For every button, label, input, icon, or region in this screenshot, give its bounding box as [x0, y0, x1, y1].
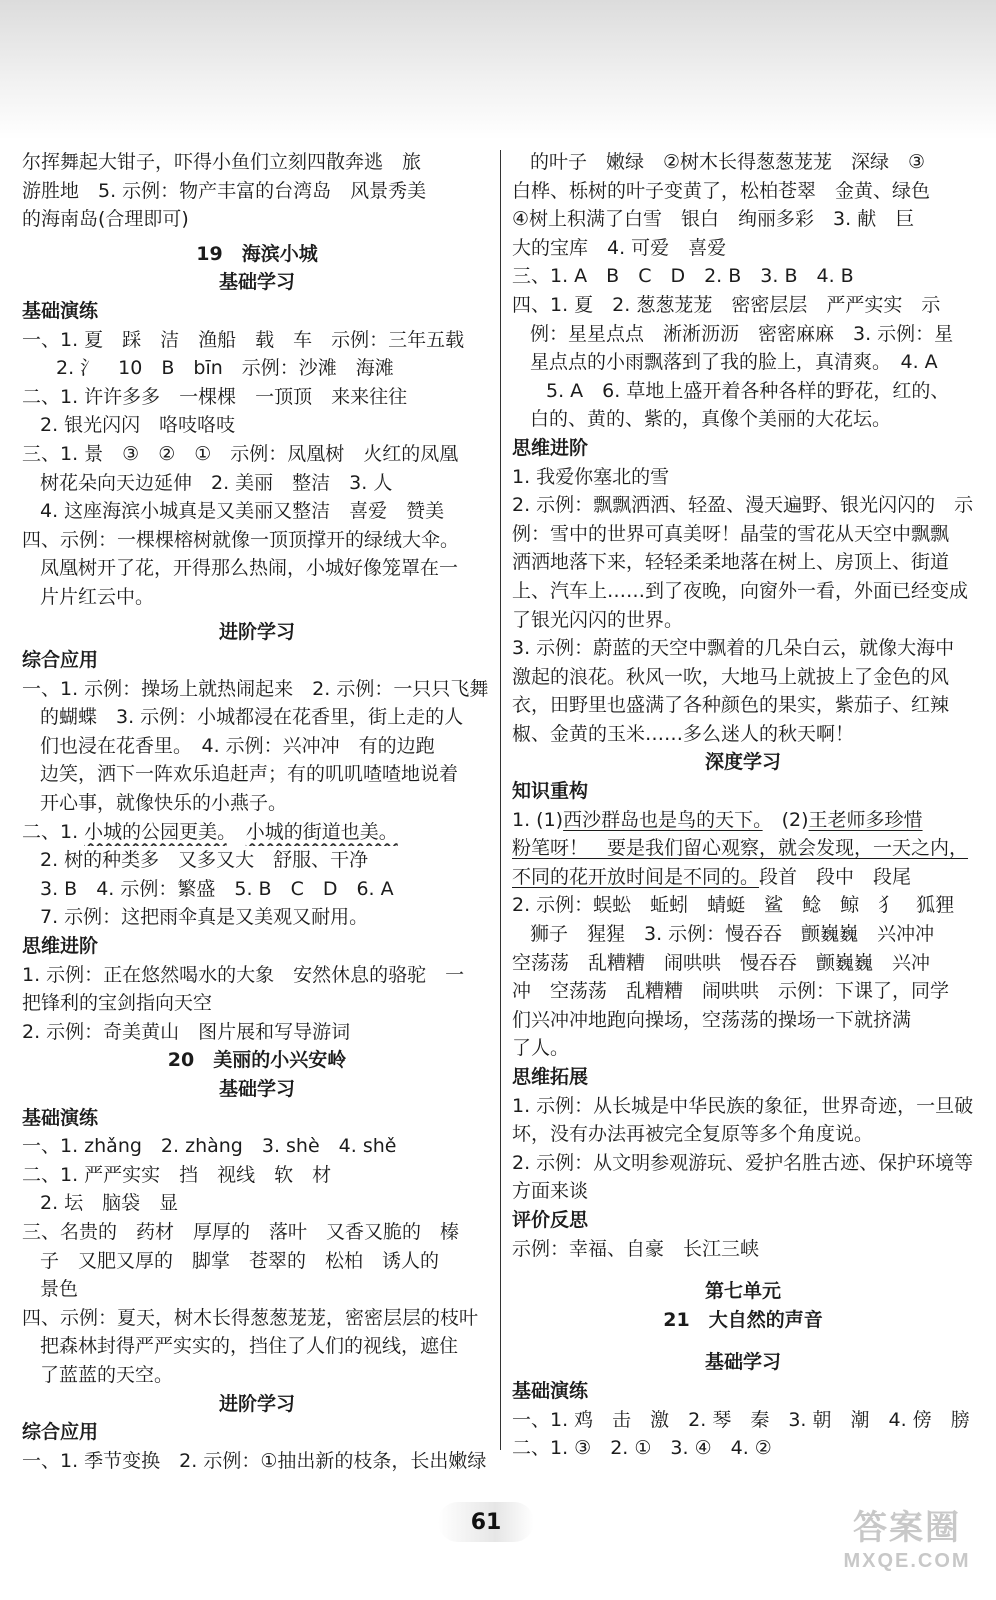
watermark-text: 答案圈: [853, 1509, 961, 1547]
text-line: 3. 示例：蔚蓝的天空中飘着的几朵白云，就像大海中: [512, 637, 955, 660]
subsection-heading: 综合应用: [22, 1421, 99, 1444]
underlined-answer: 小城的街道也美。: [245, 820, 398, 843]
lesson-title: 20 美丽的小兴安岭: [167, 1049, 347, 1072]
text-line: 二、1. ③ 2. ① 3. ④ 4. ②: [512, 1437, 772, 1460]
text-line: 三、名贵的 药材 厚厚的 落叶 又香又脆的 榛: [22, 1220, 460, 1243]
underlined-answer: 粉笔呀！ 要是我们留心观察，就会发现，一天之内，: [512, 837, 969, 860]
lesson-title: 19 海滨小城: [196, 242, 318, 265]
text-line: 2. 示例：从文明参观游玩、爱护名胜古迹、保护环境等: [512, 1151, 974, 1174]
subsection-heading: 评价反思: [512, 1208, 589, 1231]
lesson-title: 21 大自然的声音: [663, 1308, 823, 1331]
underlined-answer: 王老师多珍惜: [808, 808, 923, 831]
text-span: 段首 段中 段尾: [759, 865, 912, 888]
section-title: 基础学习: [218, 1078, 295, 1100]
text-line: 示例：幸福、自豪 长江三峡: [512, 1237, 760, 1260]
text-line: 2. 示例：飘飘洒洒、轻盈、漫天遍野、银光闪闪的 示: [512, 494, 974, 517]
text-line: 景色: [40, 1278, 79, 1301]
text-line: 例：星星点点 淅淅沥沥 密密麻麻 3. 示例：星: [530, 322, 954, 345]
text-line: 的海南岛(合理即可): [22, 208, 189, 231]
text-line: 2. 示例：蜈蚣 蚯蚓 蜻蜓 鲨 鲶 鲸 犭 狐狸: [512, 894, 955, 917]
section-title: 深度学习: [704, 751, 781, 774]
text-line: 四、示例：一棵棵榕树就像一顶顶撑开的绿绒大伞。: [22, 528, 460, 551]
text-line: 一、1. 夏 踩 洁 渔船 载 车 示例：三年五载: [22, 328, 465, 351]
text-line: 白的、黄的、紫的，真像个美丽的大花坛。: [530, 408, 892, 431]
left-column: [22, 148, 492, 1475]
text-line: 二、1. 许许多多 一棵棵 一顶顶 来来往往: [22, 385, 408, 408]
subsection-heading: 思维进阶: [512, 436, 589, 459]
section-title: 基础学习: [704, 1351, 781, 1374]
text-line: 激起的浪花。秋风一吹，大地马上就披上了金色的风: [512, 665, 950, 688]
text-line: 们也浸在花香里。 4. 示例：兴冲冲 有的边跑: [40, 734, 435, 757]
text-line: 空荡荡 乱糟糟 闹哄哄 慢吞吞 颤巍巍 兴冲: [512, 951, 931, 974]
subsection-heading: 综合应用: [22, 649, 99, 672]
right-column: [512, 148, 974, 1463]
text-line: 四、1. 夏 2. 葱葱茏茏 密密层层 严严实实 示: [512, 293, 941, 316]
text-line: 2. 示例：奇美黄山 图片展和写导游词: [22, 1020, 351, 1043]
text-line: 星点点的小雨飘落到了我的脸上，真清爽。 4. A: [530, 351, 938, 374]
text-line: 一、1. 示例：操场上就热闹起来 2. 示例：一只只飞舞: [22, 677, 489, 700]
text-line: 4. 这座海滨小城真是又美丽又整洁 喜爱 赞美: [40, 500, 445, 523]
text-line: 上、汽车上……到了夜晚，向窗外一看，外面已经变成: [512, 579, 969, 602]
text-line: [512, 834, 974, 863]
text-line: 1. 我爱你塞北的雪: [512, 465, 670, 488]
text-line: 例：雪中的世界可真美呀！晶莹的雪花从天空中飘飘: [512, 522, 950, 545]
text-line: ④树上积满了白雪 银白 绚丽多彩 3. 献 巨: [512, 208, 915, 231]
text-span: (2): [762, 808, 809, 831]
underlined-answer: 西沙群岛也是鸟的天下。: [563, 808, 763, 831]
text-line: 2. 氵 10 B bīn 示例：沙滩 海滩: [56, 357, 394, 380]
text-line: 把森林封得严严实实的，挡住了人们的视线，遮住: [40, 1335, 459, 1358]
subsection-heading: 基础演练: [22, 1106, 99, 1129]
text-line: 7. 示例：这把雨伞真是又美观又耐用。: [40, 906, 369, 929]
text-line: 游胜地 5. 示例：物产丰富的台湾岛 风景秀美: [22, 179, 427, 202]
watermark-text: MXQE.COM: [843, 1550, 971, 1572]
subsection-heading: 思维进阶: [22, 935, 99, 958]
subsection-heading: 基础演练: [512, 1379, 589, 1402]
text-line: 把锋利的宝剑指向天空: [22, 992, 213, 1015]
text-line: 1. 示例：正在悠然喝水的大象 安然休息的骆驼 一: [22, 963, 465, 986]
text-line: 衣，田野里也盛满了各种颜色的果实，紫茄子、红辣: [512, 694, 950, 717]
text-line: 三、1. A B C D 2. B 3. B 4. B: [512, 265, 854, 288]
text-line: 凤凰树开了花，开得那么热闹，小城好像笼罩在一: [40, 557, 459, 580]
text-line: [512, 806, 974, 835]
column-divider: [500, 150, 501, 1450]
subsection-heading: 思维拓展: [512, 1066, 589, 1088]
section-title: 进阶学习: [218, 1392, 295, 1415]
text-line: 片片红云中。: [40, 585, 155, 608]
subsection-heading: 知识重构: [512, 780, 589, 803]
underlined-answer: 不同的花开放时间是不同的。: [512, 865, 760, 888]
subsection-heading: 基础演练: [22, 299, 99, 322]
text-line: 坏，没有办法再被完全复原等多个角度说。: [512, 1123, 874, 1146]
text-line: [22, 818, 492, 847]
text-line: 三、1. 景 ③ ② ① 示例：凤凰树 火红的凤凰: [22, 442, 459, 465]
text-line: 的叶子 嫩绿 ②树木长得葱葱茏茏 深绿 ③: [530, 151, 926, 173]
underlined-answer: 小城的公园更美。: [84, 820, 227, 843]
text-line: 大的宝库 4. 可爱 喜爱: [512, 236, 727, 259]
text-span: [227, 821, 246, 843]
text-line: 们兴冲冲地跑向操场，空荡荡的操场一下就挤满: [512, 1008, 912, 1031]
text-line: 冲 空荡荡 乱糟糟 闹哄哄 示例：下课了，同学: [512, 980, 950, 1003]
page-number: 61: [438, 1502, 534, 1542]
text-line: 一、1. 季节变换 2. 示例：①抽出新的枝条，长出嫩绿: [22, 1449, 487, 1472]
text-line: 一、1. 鸡 击 激 2. 琴 秦 3. 朝 潮 4. 傍 膀: [512, 1408, 970, 1431]
text-line: 一、1. zhǎng 2. zhàng 3. shè 4. shě: [22, 1135, 397, 1158]
section-title: 基础学习: [218, 271, 295, 294]
text-line: 方面来谈: [512, 1180, 589, 1203]
text-line: 1. 示例：从长城是中华民族的象征，世界奇迹，一旦破: [512, 1094, 974, 1117]
text-line: 二、1. 严严实实 挡 视线 软 材: [22, 1163, 332, 1186]
text-line: 3. B 4. 示例：繁盛 5. B C D 6. A: [40, 877, 394, 900]
text-line: 树花朵向天边延伸 2. 美丽 整洁 3. 人: [40, 471, 393, 494]
text-line: 2. 银光闪闪 咯吱咯吱: [40, 414, 236, 437]
text-line: 尔挥舞起大钳子，吓得小鱼们立刻四散奔逃 旅: [22, 151, 422, 173]
text-line: 5. A 6. 草地上盛开着各种各样的野花，红的、: [546, 379, 950, 402]
text-line: 的蝴蝶 3. 示例：小城都浸在花香里，街上走的人: [40, 706, 464, 729]
text-line: 2. 树的种类多 又多又大 舒服、干净: [40, 849, 369, 872]
text-line: 边笑，洒下一阵欢乐追赶声；有的叽叽喳喳地说着: [40, 763, 459, 786]
text-line: 四、示例：夏天，树木长得葱葱茏茏，密密层层的枝叶: [22, 1306, 479, 1329]
text-line: [512, 863, 974, 892]
scan-top-band: [0, 0, 996, 140]
text-line: 洒洒地落下来，轻轻柔柔地落在树上、房顶上、街道: [512, 551, 950, 574]
text-span: 二、1.: [22, 820, 85, 843]
text-line: 开心事，就像快乐的小燕子。: [40, 792, 288, 815]
text-line: 了人。: [512, 1037, 570, 1060]
text-line: 2. 坛 脑袋 显: [40, 1192, 179, 1215]
text-line: 子 又肥又厚的 脚掌 苍翠的 松柏 诱人的: [40, 1249, 440, 1272]
text-line: 了银光闪闪的世界。: [512, 608, 684, 631]
text-line: 狮子 猩猩 3. 示例：慢吞吞 颤巍巍 兴冲冲: [530, 923, 935, 946]
text-line: 椒、金黄的玉米……多么迷人的秋天啊！: [512, 722, 855, 745]
text-line: 了蓝蓝的天空。: [40, 1363, 174, 1386]
text-span: 1. (1): [512, 808, 564, 831]
unit-title: 第七单元: [704, 1280, 781, 1303]
section-title: 进阶学习: [218, 620, 295, 643]
text-line: 白桦、栎树的叶子变黄了，松柏苍翠 金黄、绿色: [512, 179, 931, 202]
watermark-logo: [832, 1508, 982, 1588]
